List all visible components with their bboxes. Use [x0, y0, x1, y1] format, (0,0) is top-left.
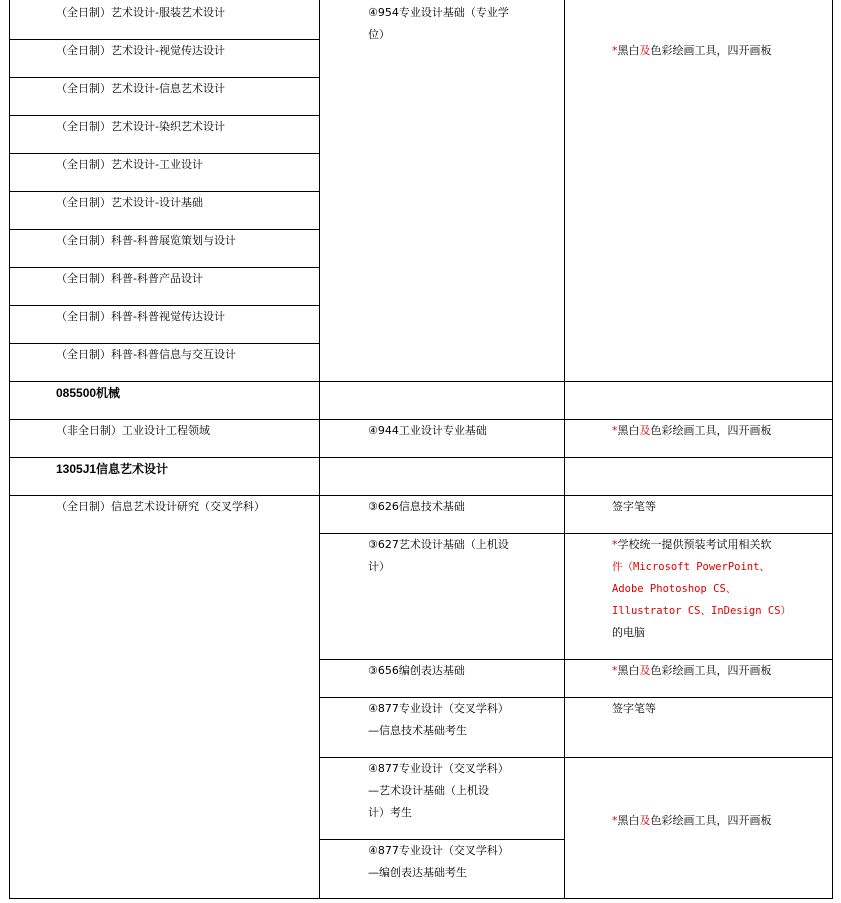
pen-note: 签字笔等 [612, 702, 656, 715]
tools-note [612, 420, 772, 442]
exam-subject-cell: 计）考生 [368, 806, 412, 819]
software-list: Adobe Photoshop CS、 [612, 583, 737, 595]
program-cell: （全日制）艺术设计-工业设计 [56, 158, 203, 171]
exam-subject-cell: ③656编创表达基础 [368, 664, 465, 677]
program-cell: （全日制）科普-科普信息与交互设计 [56, 348, 236, 361]
tools-note [612, 810, 772, 832]
program-cell: （全日制）艺术设计-视觉传达设计 [56, 44, 225, 57]
pen-note: 签字笔等 [612, 500, 656, 513]
software-list: 件（Microsoft PowerPoint、 [612, 561, 770, 573]
exam-subject-cell: ④877专业设计（交叉学科） [368, 702, 509, 715]
program-cell: （全日制）艺术设计-服装艺术设计 [56, 6, 225, 19]
tools-text: 色彩绘画工具，四开画板 [650, 424, 772, 437]
program-cell: （非全日制）工业设计工程领域 [56, 424, 210, 437]
exam-subject-cell: —编创表达基础考生 [368, 866, 467, 879]
exam-subject-cell: ④954专业设计基础（专业学 [368, 6, 509, 19]
tools-text: 色彩绘画工具，四开画板 [650, 814, 772, 827]
exam-subject-cell: —信息技术基础考生 [368, 724, 467, 737]
software-list: Illustrator CS、InDesign CS） [612, 605, 792, 617]
tools-note [612, 660, 772, 682]
software-text: 学校统一提供预装考试用相关软 [617, 538, 772, 551]
exam-subject-cell: 计） [368, 560, 390, 573]
tools-text: 黑白 [617, 44, 640, 57]
exam-subject-cell: 位） [368, 28, 390, 41]
tools-text: 色彩绘画工具，四开画板 [650, 44, 772, 57]
table-border-right [832, 0, 833, 899]
program-cell: （全日制）艺术设计-设计基础 [56, 196, 203, 209]
required-star: * [612, 44, 618, 57]
section-heading: 1305J1信息艺术设计 [56, 462, 169, 476]
table-column-divider-2 [564, 0, 565, 899]
tools-text: 黑白 [617, 814, 640, 827]
software-note [612, 534, 772, 556]
software-text: 的电脑 [612, 626, 645, 639]
exam-subject-cell: ③627艺术设计基础（上机设 [368, 538, 509, 551]
program-cell: （全日制）科普-科普视觉传达设计 [56, 310, 225, 323]
row-divider [9, 381, 833, 382]
exam-subject-cell: ④944工业设计专业基础 [368, 424, 487, 437]
section-heading: 085500机械 [56, 386, 121, 400]
tools-note [612, 40, 772, 62]
table-border-left [9, 0, 10, 899]
tools-text: 色彩绘画工具，四开画板 [650, 664, 772, 677]
table-border-bottom [9, 898, 833, 899]
exam-subject-cell: ④877专业设计（交叉学科） [368, 844, 509, 857]
table-column-divider-1 [319, 0, 320, 899]
tools-text: 黑白 [617, 664, 640, 677]
program-cell: （全日制）艺术设计-染织艺术设计 [56, 120, 225, 133]
program-cell: （全日制）科普-科普产品设计 [56, 272, 203, 285]
tools-and: 及 [639, 44, 651, 57]
tools-text: 黑白 [617, 424, 640, 437]
tools-and: 及 [639, 814, 651, 827]
program-cell: （全日制）信息艺术设计研究（交叉学科） [56, 500, 265, 513]
exam-subject-cell: ③626信息技术基础 [368, 500, 465, 513]
required-star: * [612, 664, 618, 677]
required-star: * [612, 424, 618, 437]
program-cell: （全日制）艺术设计-信息艺术设计 [56, 82, 225, 95]
required-star: * [612, 814, 618, 827]
exam-subject-cell: ④877专业设计（交叉学科） [368, 762, 509, 775]
exam-subject-cell: —艺术设计基础（上机设 [368, 784, 489, 797]
tools-and: 及 [639, 664, 651, 677]
tools-and: 及 [639, 424, 651, 437]
required-star: * [612, 538, 618, 551]
program-cell: （全日制）科普-科普展览策划与设计 [56, 234, 236, 247]
